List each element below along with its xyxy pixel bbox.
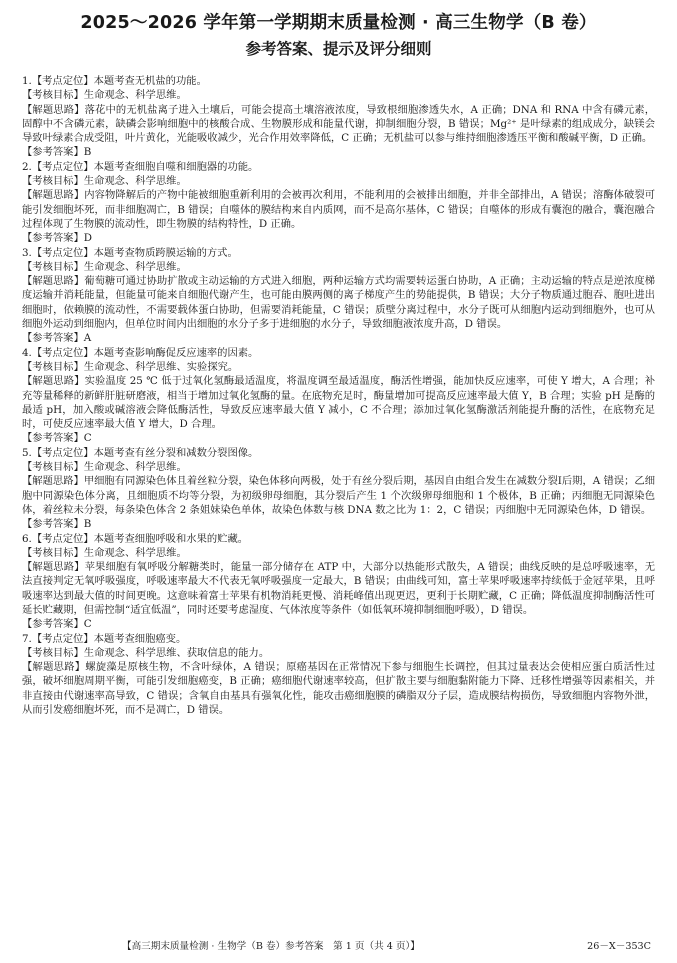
answer-content: [22, 74, 655, 717]
question-text: 【考点定位】本题考查无机盐的功能。: [31, 75, 207, 87]
footer-code: 26－X－353C: [587, 941, 651, 952]
page-subtitle: 参考答案、提示及评分细则: [245, 40, 432, 58]
question-line: [22, 360, 655, 374]
question-topic-line: [22, 246, 655, 260]
question-text: 【参考答案】C: [22, 618, 92, 631]
question-line: [22, 188, 655, 231]
question-line: [22, 460, 655, 474]
question-block: [22, 532, 655, 632]
question-number: 2.: [22, 160, 32, 173]
question-topic-line: [22, 632, 655, 646]
question-block: [22, 346, 655, 446]
question-block: [22, 160, 655, 246]
question-topic-line: [22, 74, 655, 88]
question-number: 6.: [22, 532, 32, 545]
question-line: [22, 274, 655, 331]
question-text: 【考点定位】本题考查物质跨膜运输的方式。: [31, 246, 238, 259]
question-block: [22, 446, 655, 532]
question-text: 【考点定位】本题考查细胞癌变。: [31, 632, 187, 645]
question-text: 【参考答案】B: [22, 518, 92, 531]
question-text: 【参考答案】C: [22, 432, 92, 445]
question-text: 【考核目标】生命观念、科学思维、获取信息的能力。: [22, 646, 270, 659]
question-block: [22, 246, 655, 346]
question-text: 【解题思路】葡萄糖可通过协助扩散或主动运输的方式进入细胞，两种运输方式均需要转运蛋白协助，A 正确；主动运输的特点是逆浓度梯度运输并消耗能量，但能量可能来自细胞代谢产生，也可能由膜两侧的离子梯度产生的势能提供，B 错误；大分子物质通过胞吞、胞吐进出细胞时，依赖膜的流动性，不需要载体蛋白协助，但需要消耗能量，C 错误；质壁分离过程中，水分子既可从细胞内运动到细胞外，也可从细胞外运动到细胞内，但单位时间内出细胞的水分子多于进细胞的水分子，导致细胞液浓度升高，D 错误。: [22, 275, 655, 331]
question-text: 【考核目标】生命观念、科学思维。: [22, 89, 187, 102]
question-text: 【考核目标】生命观念、科学思维。: [22, 461, 187, 474]
question-number: 1.: [22, 75, 32, 87]
question-text: 【解题思路】实验温度 25 ℃ 低于过氧化氢酶最适温度，将温度调至最适温度，酶活性增强，能加快反应速率，可使 Y 增大，A 合理；补充等量稀释的新鲜肝脏研磨液，相当于增加过氧化氢酶的量。在底物充足时，酶量增加可提高反应速率最大值 Y，B 合理；实验 pH 是酶的最适 pH，加入酸或碱溶液会降低酶活性，导致反应速率最大值 Y 减小，C 不合理；添加过氧化氢酶激活剂能提升酶的活性，在底物充足时，可使反应速率最大值 Y 增大，D 合理。: [22, 375, 655, 431]
question-line: [22, 660, 655, 717]
question-line: [22, 560, 655, 617]
question-text: 【解题思路】苹果细胞有氧呼吸分解糖类时，能量一部分储存在 ATP 中，大部分以热能形式散失，A 错误；曲线反映的是总呼吸速率，无法直接判定无氧呼吸强度，呼吸速率最大不代表无氧呼吸强度一定最大，B 错误；由曲线可知，富士苹果呼吸速率持续低于金冠苹果，且呼吸速率达到最大值的时间更晚。这意味着富士苹果有机物消耗更慢、消耗峰值出现更迟，更利于长期贮藏，C 正确；降低温度抑制酶活性可延长贮藏期，但需控制“适宜低温”，同时还要考虑湿度、气体浓度等条件（如低氧环境抑制细胞呼吸），D 错误。: [22, 561, 655, 616]
question-number: 7.: [22, 632, 32, 645]
question-topic-line: [22, 160, 655, 174]
question-text: 【考点定位】本题考查影响酶促反应速率的因素。: [31, 346, 259, 359]
question-line: [22, 617, 655, 631]
question-line: [22, 646, 655, 660]
question-block: [22, 74, 655, 160]
question-text: 【解题思路】甲细胞有同源染色体且着丝粒分裂，染色体移向两极，处于有丝分裂后期，基因自由组合发生在减数分裂Ⅰ后期，A 错误；乙细胞中同源染色体分离，且细胞质不均等分裂，为初级卵母细胞，其分裂后产生 1 个次级卵母细胞和 1 个极体，B 正确；丙细胞无同源染色体，着丝粒未分裂，每条染色体含 2 条姐妹染色单体，故染色体数与核 DNA 数之比为 1：2，C 错误；丙细胞中无同源染色体，D 错误。: [22, 475, 655, 516]
question-line: [22, 88, 655, 102]
question-text: 【参考答案】B: [22, 146, 92, 159]
question-block: [22, 632, 655, 718]
question-line: [22, 517, 655, 531]
page-title: 2025～2026 学年第一学期期末质量检测 · 高三生物学（B 卷）: [80, 13, 597, 33]
question-text: 【考核目标】生命观念、科学思维。: [22, 260, 187, 273]
question-text: 【参考答案】A: [22, 332, 92, 345]
question-line: [22, 231, 655, 245]
question-text: 【解题思路】内容物降解后的产物中能被细胞重新利用的会被再次利用，不能利用的会被排出细胞，并非全部排出，A 错误；溶酶体破裂可能引发细胞坏死，而非细胞凋亡，B 错误；自噬体的膜结构来自内质网，而不是高尔基体，C 错误；自噬体的形成有囊泡的融合，囊泡融合过程体现了生物膜的流动性，即生物膜的结构特性，D 正确。: [22, 189, 655, 230]
question-number: 3.: [22, 246, 32, 259]
question-text: 【考核目标】生命观念、科学思维。: [22, 546, 187, 559]
question-line: [22, 546, 655, 560]
question-line: [22, 174, 655, 188]
question-text: 【参考答案】D: [22, 232, 93, 245]
question-text: 【解题思路】螺旋藻是原核生物，不含叶绿体，A 错误；原癌基因在正常情况下参与细胞生长调控，但其过量表达会使相应蛋白质活性过强，破坏细胞周期平衡，可能引发细胞癌变，B 正确；癌细胞代谢速率较高，但扩散主要与细胞黏附能力下降、迁移性增强等因素相关，并非直接由代谢速率高导致，C 错误；含氧自由基具有强氧化性，能攻击癌细胞膜的磷脂双分子层，造成膜结构损伤，导致细胞内容物外泄，从而引发癌细胞坏死，而不是凋亡，D 错误。: [22, 661, 655, 717]
question-topic-line: [22, 532, 655, 546]
question-line: [22, 331, 655, 345]
question-text: 【解题思路】落花中的无机盐离子进入土壤后，可能会提高土壤溶液浓度，导致根细胞渗透失水，A 正确；DNA 和 RNA 中含有磷元素，固醇中不含磷元素，缺磷会影响细胞中的核酸合成、生物膜形成和能量代谢，抑制细胞分裂，B 错误；Mg²⁺ 是叶绿素的组成成分，缺镁会导致叶绿素合成受阻，叶片黄化，光能吸收减少，光合作用效率降低，C 正确；无机盐可以参与维持细胞渗透压平衡和酸碱平衡，D 正确。: [22, 103, 655, 145]
question-number: 4.: [22, 346, 32, 359]
question-line: [22, 103, 655, 146]
question-text: 【考点定位】本题考查细胞呼吸和水果的贮藏。: [31, 532, 249, 545]
question-line: [22, 145, 655, 159]
question-topic-line: [22, 446, 655, 460]
question-line: [22, 374, 655, 431]
question-topic-line: [22, 346, 655, 360]
question-line: [22, 474, 655, 517]
question-text: 【考点定位】本题考查细胞自噬和细胞器的功能。: [31, 160, 259, 173]
footer-page-info: 【高三期末质量检测 · 生物学（B 卷）参考答案 第 1 页（共 4 页）】: [122, 941, 420, 952]
question-line: [22, 260, 655, 274]
question-text: 【考点定位】本题考查有丝分裂和减数分裂图像。: [31, 446, 259, 459]
question-number: 5.: [22, 446, 32, 459]
question-text: 【考核目标】生命观念、科学思维、实验探究。: [22, 360, 239, 373]
question-line: [22, 431, 655, 445]
question-text: 【考核目标】生命观念、科学思维。: [22, 175, 187, 188]
